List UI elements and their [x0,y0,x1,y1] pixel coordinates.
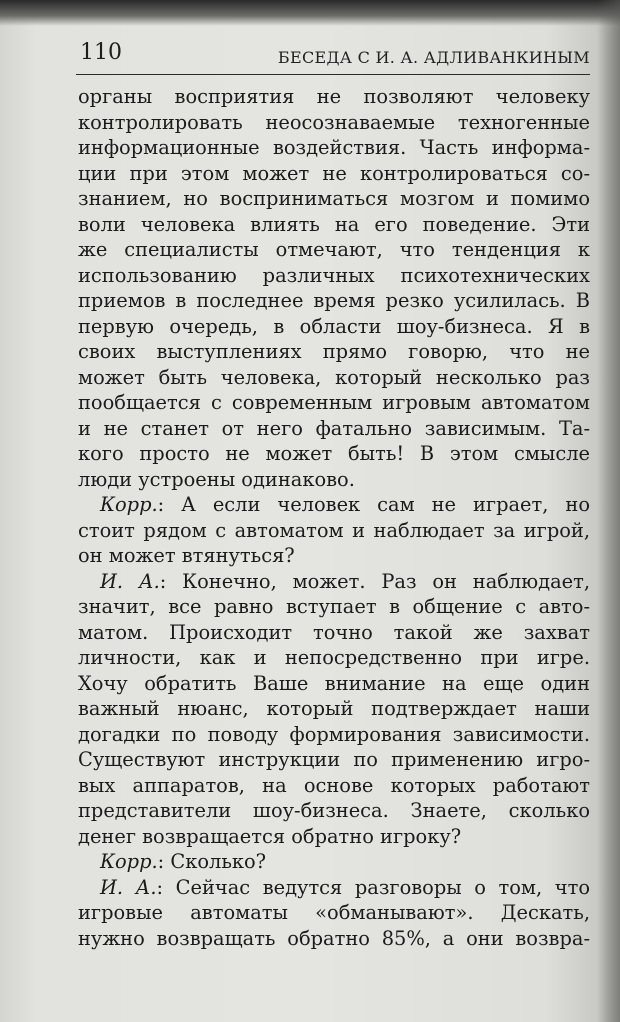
line-text: : Сколько? [157,850,267,873]
text-line [78,747,590,773]
line-text: : А если человек сам не играет, но [157,493,590,516]
text-line [78,798,590,824]
text-line [78,441,590,467]
line-text: стоит рядом с автоматом и наблюдает за игрой, [78,518,590,542]
line-text: информационные воздействия. Часть информа- [78,136,590,159]
line-text: кого просто не может быть! В этом смысле [78,442,590,465]
line-text: догадки по поводу формирования зависимости. [78,722,590,746]
line-text: значит, все равно вступает в общение с авто- [78,595,590,618]
text-line [78,594,590,620]
line-text: воли человека влиять на его поведение. Эти [78,212,590,236]
body-text [78,84,590,951]
line-text: своих выступлениях прямо говорю, что не [78,340,590,363]
line-text: люди устроены одинаково. [78,467,355,491]
text-line [78,518,590,544]
line-text: он может втянуться? [78,544,295,567]
text-line [78,390,590,416]
line-text: важный нюанс, который подтверждает наши [78,697,590,720]
line-text: : Конечно, может. Раз он наблюдает, [159,569,590,593]
text-line [78,416,590,442]
text-line [78,620,590,646]
text-line [78,365,590,391]
line-text: приемов в последнее время резко усилилась. В [78,289,590,312]
text-line [78,543,590,569]
line-text: использованию различных психотехнических [78,263,590,287]
line-text: может быть человека, который несколько раз [78,365,590,389]
page-number: 110 [80,40,122,65]
text-line [78,645,590,671]
text-line [78,773,590,799]
line-text: Существуют инструкции по применению игро- [78,748,590,771]
text-line [78,110,590,136]
speaker-label: И. А. [100,875,157,899]
text-line [78,135,590,161]
line-text: представители шоу-бизнеса. Знаете, сколько [78,799,590,822]
text-line [78,492,590,518]
text-line [78,263,590,289]
speaker-label: И. А. [100,569,160,593]
text-line [78,926,590,952]
text-line [78,671,590,697]
line-text: органы восприятия не позволяют человеку [78,85,590,108]
speaker-label: Корр. [100,493,158,516]
text-line [78,237,590,263]
line-text: личности, как и непосредственно при игре. [78,646,590,669]
line-text: игровые автоматы «обманывают». Дескать, [78,901,590,924]
line-text: : Сейчас ведутся разговоры о том, что [156,875,590,899]
text-line [78,849,590,875]
line-text: вых аппаратов, на основе которых работают [78,773,590,797]
line-text: денег возвращается обратно игроку? [78,824,462,848]
line-text: матом. Происходит точно такой же захват [78,620,590,644]
speaker-label: Корр. [100,850,158,873]
text-line [78,161,590,187]
line-text: и не станет от него фатально зависимым. Та- [78,416,590,440]
line-text: знанием, но восприниматься мозгом и помимо [78,187,590,210]
running-head [76,40,590,75]
text-line [78,288,590,314]
line-text: же специалисты отмечают, что тенденция к [78,238,590,261]
text-line [78,186,590,212]
text-line [78,875,590,901]
text-line [78,569,590,595]
text-line [78,467,590,493]
text-line [78,314,590,340]
line-text: ции при этом может не контролироваться со- [78,161,590,185]
text-line [78,84,590,110]
line-text: пообщается с современным игровым автоматом [78,391,590,414]
text-line [78,696,590,722]
text-line [78,722,590,748]
line-text: Хочу обратить Ваше внимание на еще один [78,671,590,695]
line-text: контролировать неосознаваемые техногенные [78,110,590,134]
text-line [78,824,590,850]
line-text: первую очередь, в области шоу-бизнеса. Я в [78,314,590,338]
line-text: нужно возвращать обратно 85%, а они возвра- [78,926,590,950]
running-title: БЕСЕДА С И. А. АДЛИВАНКИНЫМ [277,48,590,67]
text-line [78,212,590,238]
text-line [78,900,590,926]
text-line [78,339,590,365]
